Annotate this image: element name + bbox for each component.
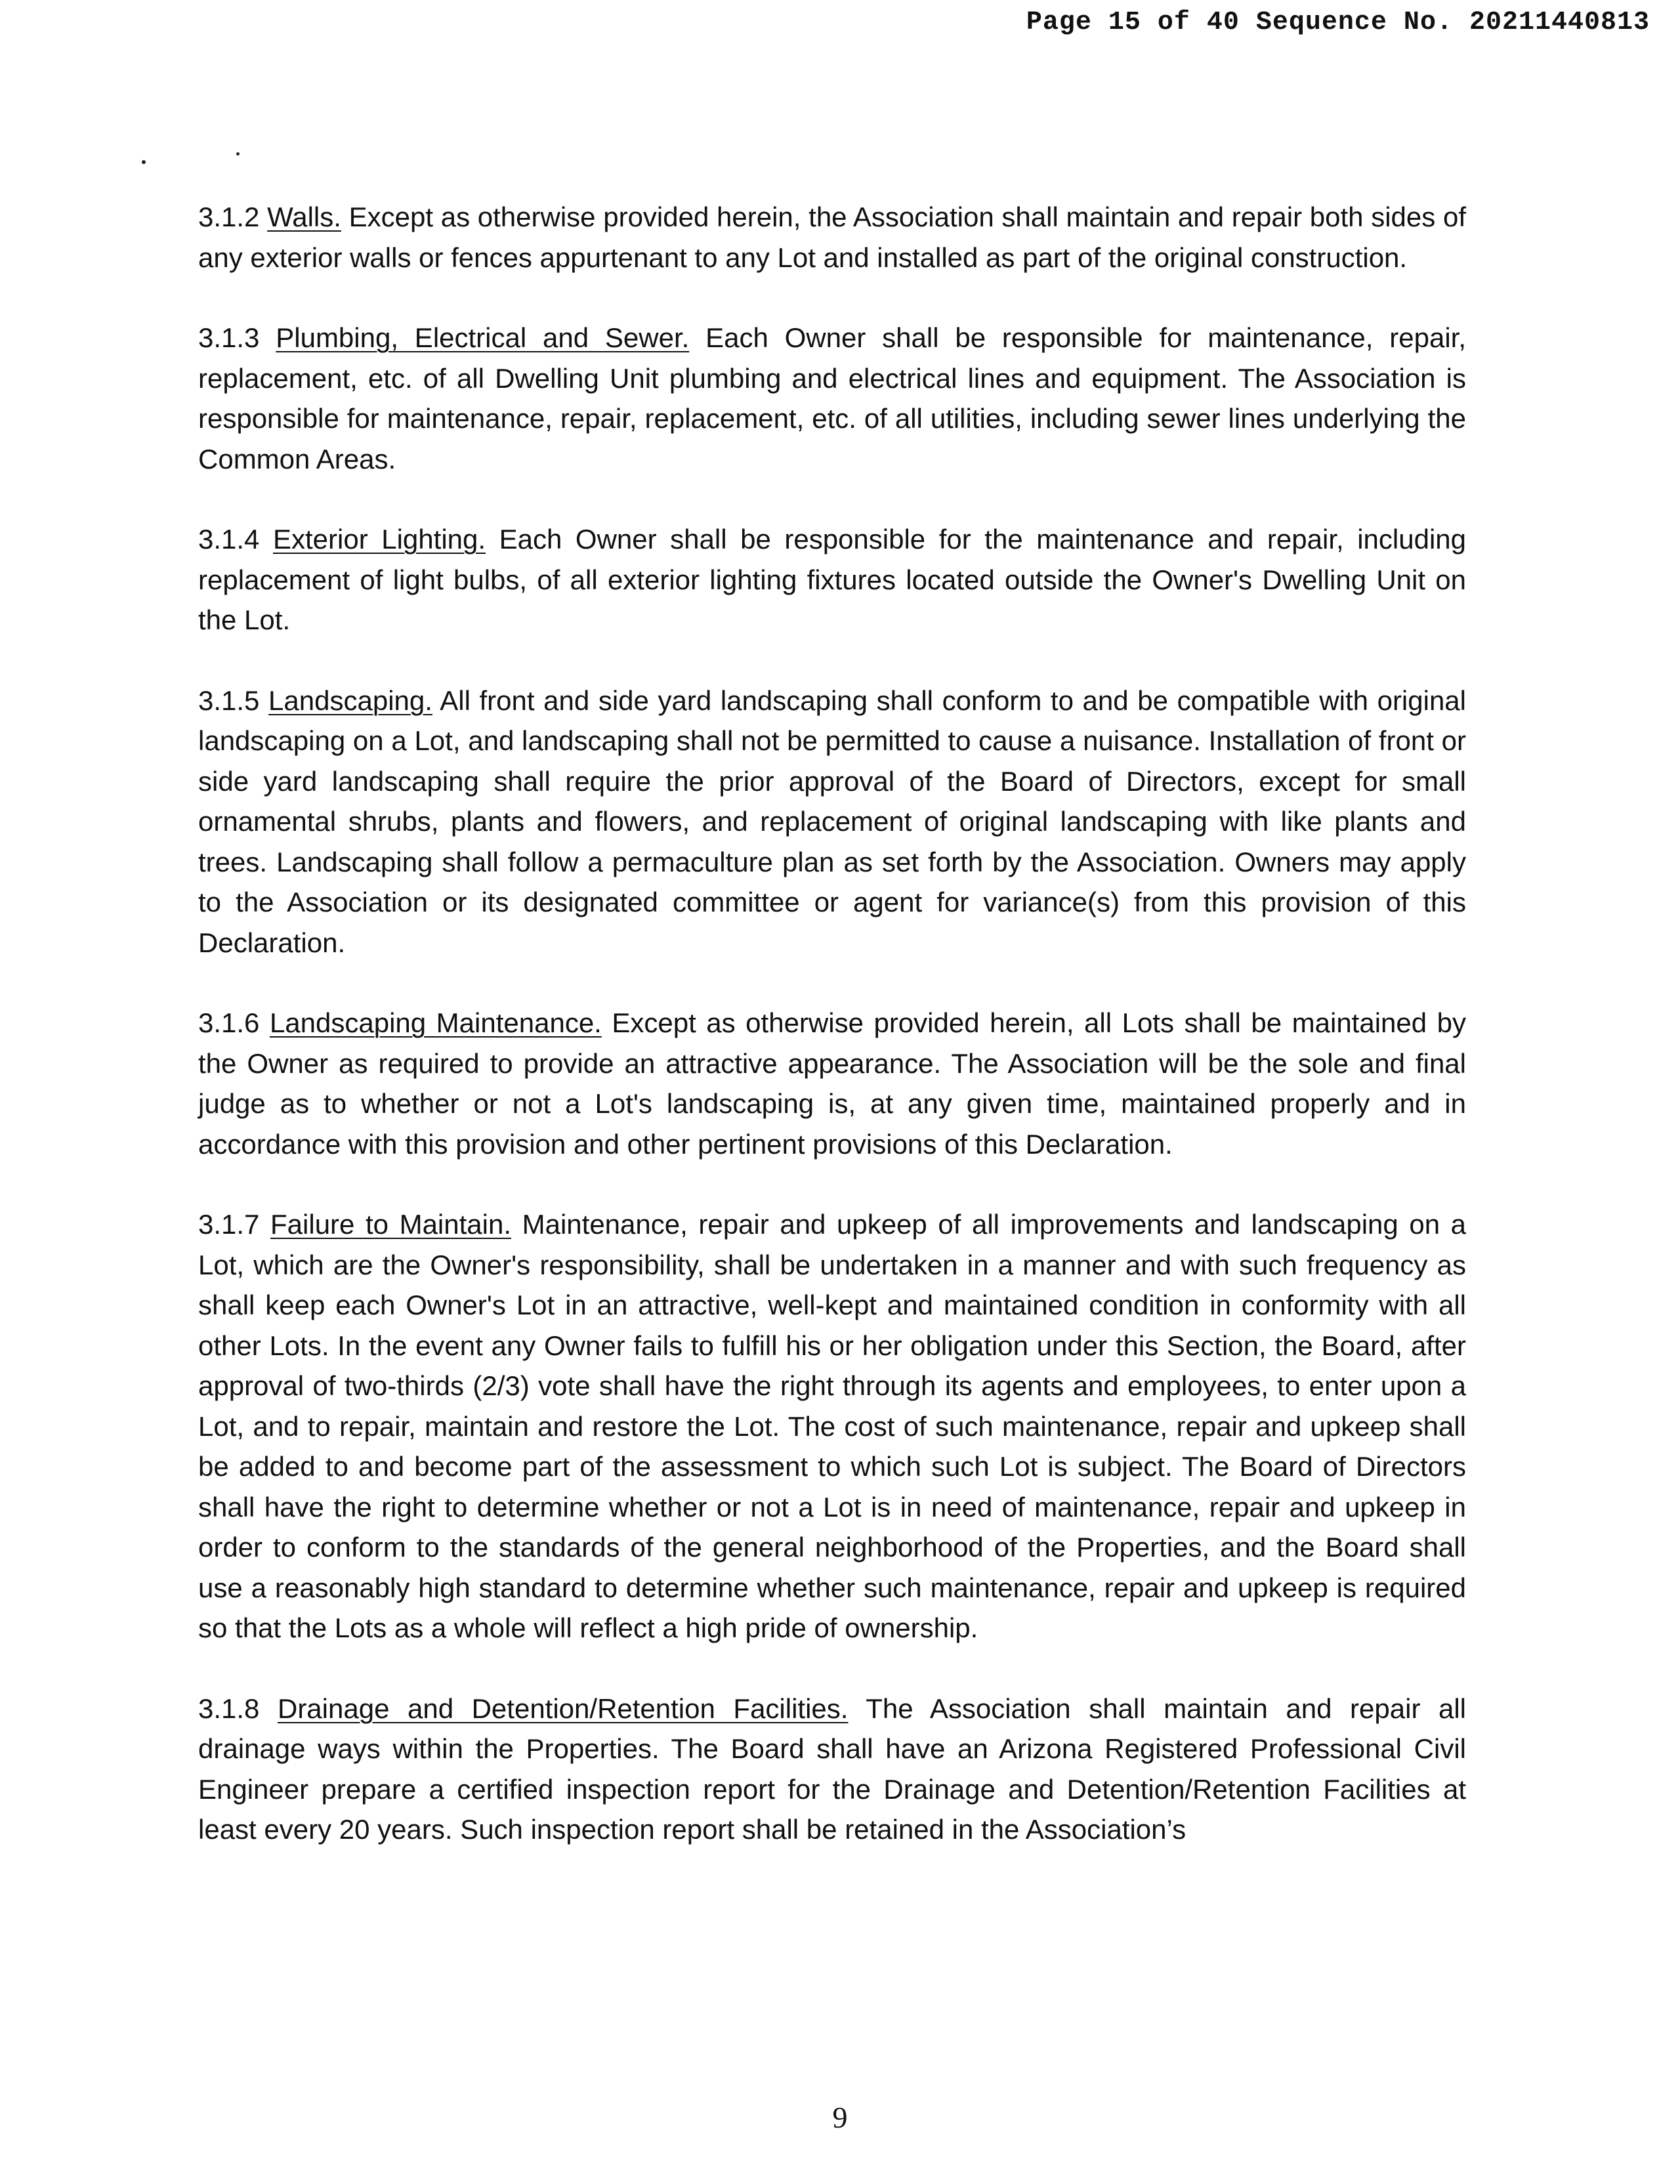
page-header: Page 15 of 40 Sequence No. 20211440813	[1026, 8, 1650, 37]
document-body	[198, 197, 1466, 1890]
section-3-1-7	[198, 1204, 1466, 1648]
section-body: Maintenance, repair and upkeep of all improvements and landscaping on a Lot, which are the Owner's responsibility, shall be undertaken in a manner and with such frequency as shall keep each Owner's Lot in an attractive, well-kept and maintained condition in conformity with all other Lots. In the event any Owner fails to fulfill his or her obligation under this Section, the Board, after approval of two-thirds (2/3) vote shall have the right through its agents and employees, to enter upon a Lot, and to repair, maintain and restore the Lot. The cost of such maintenance, repair and upkeep shall be added to and become part of the assessment to which such Lot is subject. The Board of Directors shall have the right to determine whether or not a Lot is in need of maintenance, repair and upkeep in order to conform to the standards of the general neighborhood of the Properties, and the Board shall use a reasonably high standard to determine whether such maintenance, repair and upkeep is required so that the Lots as a whole will reflect a high pride of ownership.	[198, 1209, 1466, 1643]
scan-speck	[142, 160, 146, 164]
section-heading: Exterior Lighting.	[272, 524, 486, 555]
section-body: All front and side yard landscaping shall conform to and be compatible with original landscaping on a Lot, and landscaping shall not be permitted to cause a nuisance. Installation of front or side yard landscaping shall require the prior approval of the Board of Directors, except for small ornamental shrubs, plants and flowers, and replacement of original landscaping with like plants and trees. Landscaping shall follow a permaculture plan as set forth by the Association. Owners may apply to the Association or its designated committee or agent for variance(s) from this provision of this Declaration.	[198, 684, 1466, 958]
section-heading: Landscaping.	[268, 684, 432, 716]
section-body: The Association shall maintain and repair all drainage ways within the Properties. The Board shall have an Arizona Registered Professional Civil Engineer prepare a certified inspection report for the Drainage and Detention/Retention Facilities at least every 20 years. Such inspection report shall be retained in the Association’s	[198, 1692, 1467, 1845]
section-number: 3.1.8	[198, 1692, 260, 1724]
section-number: 3.1.7	[198, 1209, 260, 1240]
section-3-1-6	[198, 1003, 1466, 1164]
section-number: 3.1.5	[198, 684, 260, 716]
section-3-1-2	[198, 197, 1466, 278]
scan-speck	[236, 152, 240, 156]
section-body: Each Owner shall be responsible for the maintenance and repair, including replacement of light bulbs, of all exterior lighting fixtures located outside the Owner's Dwelling Unit on the Lot.	[198, 524, 1466, 635]
section-heading: Walls.	[267, 201, 341, 232]
section-body: Except as otherwise provided herein, all Lots shall be maintained by the Owner as required to provide an attractive appearance. The Association will be the sole and final judge as to whether or not a Lot's landscaping is, at any given time, maintained properly and in accordance with this provision and other pertinent provisions of this Declaration.	[198, 1007, 1467, 1160]
section-heading: Landscaping Maintenance.	[269, 1007, 602, 1038]
section-3-1-5	[198, 681, 1466, 963]
section-body: Except as otherwise provided herein, the Association shall maintain and repair both sides of any exterior walls or fences appurtenant to any Lot and installed as part of the original construction.	[198, 201, 1466, 273]
page-number: 9	[832, 2101, 848, 2134]
section-number: 3.1.2	[198, 201, 260, 232]
section-body: Each Owner shall be responsible for maintenance, repair, replacement, etc. of all Dwelling Unit plumbing and electrical lines and equipment. The Association is responsible for maintenance, repair, replacement, etc. of all utilities, including sewer lines underlying the Common Areas.	[198, 322, 1466, 474]
section-3-1-4	[198, 519, 1466, 640]
section-heading: Failure to Maintain.	[270, 1209, 512, 1240]
section-number: 3.1.6	[198, 1007, 260, 1038]
section-3-1-8	[198, 1689, 1466, 1850]
section-number: 3.1.3	[198, 322, 260, 353]
section-number: 3.1.4	[198, 524, 260, 555]
section-3-1-3	[198, 318, 1466, 479]
section-heading: Plumbing, Electrical and Sewer.	[276, 322, 690, 353]
section-heading: Drainage and Detention/Retention Facilities.	[277, 1692, 849, 1724]
